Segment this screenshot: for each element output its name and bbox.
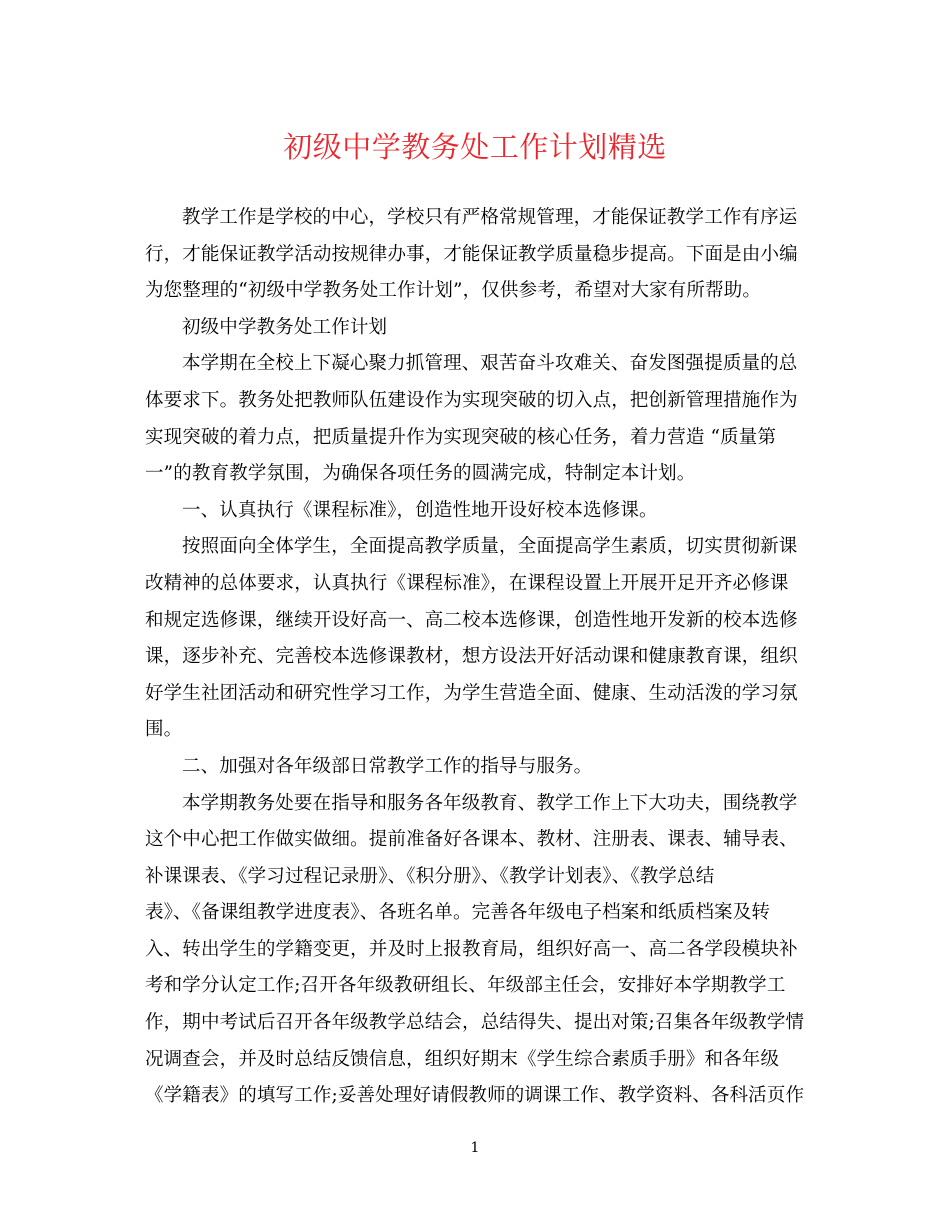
section-heading: 初级中学教务处工作计划 xyxy=(182,316,388,338)
section-heading: 二、加强对各年级部日常教学工作的指导与服务。 xyxy=(182,755,593,777)
document-body xyxy=(145,200,805,1115)
text-line: 考和学分认定工作;召开各年级教研组长、年级部主任会，安排好本学期教学工 xyxy=(145,975,786,997)
text-line: 《学籍表》的填写工作;妥善处理好请假教师的调课工作、教学资料、各科活页作 xyxy=(145,1085,805,1107)
text-line: 为您整理的“初级中学教务处工作计划”，仅供参考，希望对大家有所帮助。 xyxy=(145,280,762,302)
text-line: 况调查会，并及时总结反馈信息，组织好期末《学生综合素质手册》和各年级 xyxy=(145,1048,780,1070)
page-number: 1 xyxy=(470,1140,480,1156)
text-line: 按照面向全体学生，全面提高教学质量，全面提高学生素质，切实贯彻新课 xyxy=(182,536,798,558)
text-line: 表》、《备课组教学进度表》、各班名单。完善各年级电子档案和纸质档案及转 xyxy=(145,902,771,924)
text-line: 作，期中考试后召开各年级教学总结会，总结得失、提出对策;召集各年级教学情 xyxy=(145,1012,805,1034)
text-line: 好学生社团活动和研究性学习工作，为学生营造全面、健康、生动活泼的学习氛 xyxy=(145,682,798,704)
text-line: 改精神的总体要求，认真执行《课程标准》，在课程设置上开展开足开齐必修课 xyxy=(145,572,789,594)
text-line: 教学工作是学校的中心，学校只有严格常规管理，才能保证教学工作有序运 xyxy=(182,207,798,228)
text-line: 和规定选修课，继续开设好高一、高二校本选修课，创造性地开发新的校本选修 xyxy=(145,609,798,631)
text-line: 入、转出学生的学籍变更，并及时上报教育局，组织好高一、高二各学段模块补 xyxy=(145,938,798,960)
text-line: 一”的教育教学氛围，为确保各项任务的圆满完成，特制定本计划。 xyxy=(145,463,696,485)
text-line: 围。 xyxy=(145,719,183,741)
section-heading: 一、认真执行《课程标准》，创造性地开设好校本选修课。 xyxy=(182,499,658,521)
text-line: 这个中心把工作做实做细。提前准备好各课本、教材、注册表、课表、辅导表、 xyxy=(145,829,798,851)
text-line: 行，才能保证教学活动按规律办事，才能保证教学质量稳步提高。下面是由小编 xyxy=(145,243,798,265)
document-title: 初级中学教务处工作计划精选 xyxy=(283,130,667,164)
text-line: 本学期教务处要在指导和服务各年级教育、教学工作上下大功夫，围绕教学 xyxy=(182,792,798,814)
text-line: 课，逐步补充、完善校本选修课教材，想方设法开好活动课和健康教育课，组织 xyxy=(145,646,798,668)
text-line: 补课课表、《学习过程记录册》、《积分册》、《教学计划表》、《教学总结 xyxy=(145,865,715,887)
text-line: 本学期在全校上下凝心聚力抓管理、艰苦奋斗攻难关、奋发图强提质量的总 xyxy=(182,353,798,375)
text-line: 实现突破的着力点，把质量提升作为实现突破的核心任务，着力营造 “质量第 xyxy=(145,426,777,448)
text-line: 体要求下。教务处把教师队伍建设作为实现突破的切入点，把创新管理措施作为 xyxy=(145,389,798,411)
